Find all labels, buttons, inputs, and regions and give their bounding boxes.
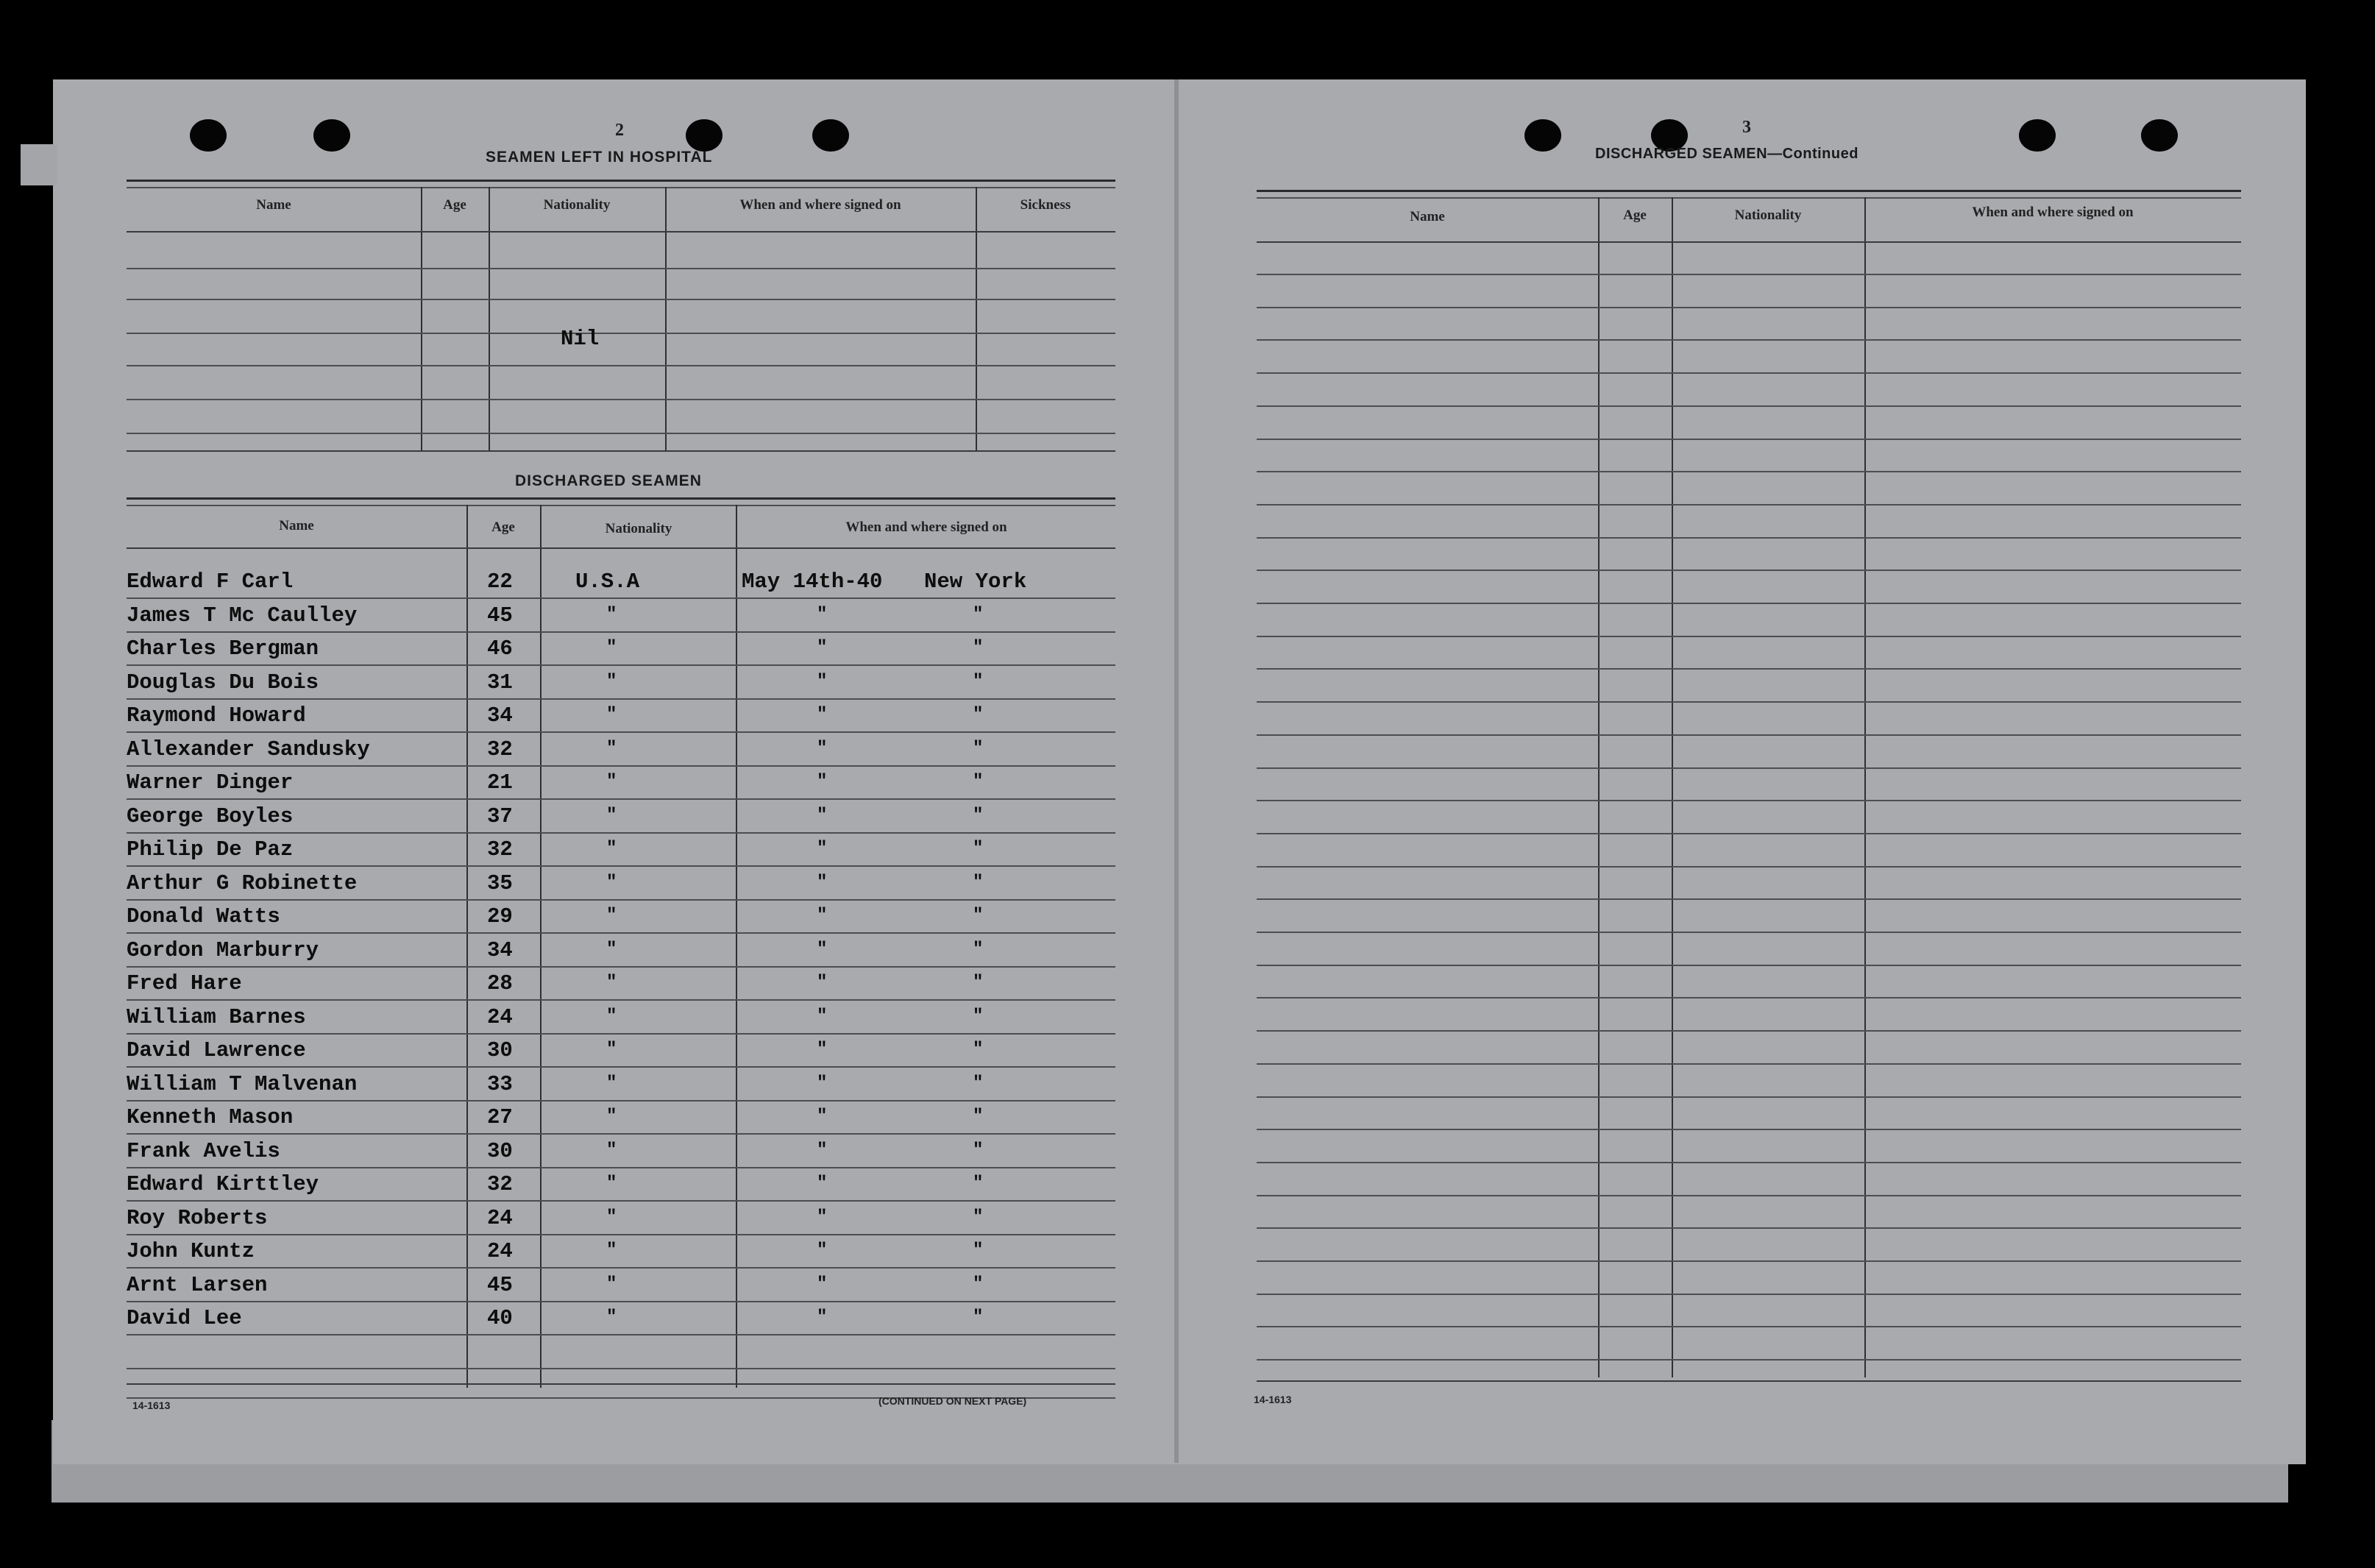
discharged-col-signed-on: When and where signed on [845, 519, 1007, 535]
table-row-rule [1257, 1063, 2241, 1065]
date-ditto: " [817, 973, 828, 993]
date-ditto: " [817, 906, 828, 926]
place-ditto: " [973, 906, 984, 926]
table-row-rule [127, 865, 1115, 867]
nationality-ditto: " [606, 1308, 617, 1327]
table-row-rule [1257, 898, 2241, 900]
nationality-ditto: " [606, 1274, 617, 1294]
nationality-ditto: " [606, 939, 617, 959]
place-ditto: " [973, 705, 984, 725]
table-row-rule [127, 1368, 1115, 1369]
date-ditto: " [817, 939, 828, 959]
nationality-ditto: " [606, 1006, 617, 1026]
punch-hole [190, 119, 227, 152]
table-row-rule [127, 798, 1115, 800]
nationality-ditto: " [606, 604, 617, 625]
seaman-signed-date: May 14th-40 [742, 570, 883, 594]
seaman-age: 27 [487, 1105, 513, 1129]
table-row-rule [127, 999, 1115, 1001]
place-ditto: " [973, 638, 984, 658]
table-row-rule [1257, 1260, 2241, 1262]
date-ditto: " [817, 839, 828, 859]
place-ditto: " [973, 939, 984, 959]
table-row-rule [1257, 1359, 2241, 1361]
table-row-rule [1257, 1227, 2241, 1229]
seaman-age: 45 [487, 603, 513, 628]
punch-hole [2141, 119, 2178, 152]
place-ditto: " [973, 1274, 984, 1294]
place-ditto: " [973, 805, 984, 826]
seaman-nationality: U.S.A [575, 570, 640, 594]
date-ditto: " [817, 671, 828, 692]
seaman-name: Fred Hare [127, 971, 242, 996]
form-number-left: 14-1613 [132, 1400, 171, 1411]
punch-hole [2019, 119, 2056, 152]
table-row-rule [1257, 997, 2241, 998]
place-ditto: " [973, 1040, 984, 1060]
table-row-rule [1257, 1195, 2241, 1196]
seaman-name: Roy Roberts [127, 1205, 268, 1230]
seaman-name: Raymond Howard [127, 703, 306, 728]
seaman-name: Edward F Carl [127, 570, 294, 594]
table-row-rule [127, 1334, 1115, 1335]
date-ditto: " [817, 738, 828, 759]
place-ditto: " [973, 772, 984, 792]
table-row-rule [127, 832, 1115, 834]
place-ditto: " [973, 1241, 984, 1260]
table-row-rule [127, 1234, 1115, 1235]
seaman-name: David Lawrence [127, 1038, 306, 1063]
date-ditto: " [817, 638, 828, 658]
place-ditto: " [973, 738, 984, 759]
table-row-rule [1257, 767, 2241, 769]
nationality-ditto: " [606, 839, 617, 859]
seaman-age: 22 [487, 570, 513, 594]
table-row-rule [127, 966, 1115, 968]
date-ditto: " [817, 1006, 828, 1026]
seaman-age: 33 [487, 1071, 513, 1096]
seaman-age: 45 [487, 1272, 513, 1297]
paper-tab [21, 144, 57, 185]
discharged-col-age: Age [491, 519, 515, 535]
date-ditto: " [817, 1274, 828, 1294]
table-row-rule [1257, 274, 2241, 275]
table-row-rule [127, 631, 1115, 633]
date-ditto: " [817, 1207, 828, 1227]
date-ditto: " [817, 1040, 828, 1060]
table-row-rule [127, 664, 1115, 666]
seaman-name: Arnt Larsen [127, 1272, 268, 1297]
punch-hole [1524, 119, 1561, 152]
nationality-ditto: " [606, 705, 617, 725]
table-row-rule [127, 731, 1115, 733]
seaman-name: Donald Watts [127, 904, 280, 929]
seaman-name: Edward Kirttley [127, 1172, 319, 1196]
discharged-col-nationality: Nationality [605, 521, 672, 536]
table-row-rule [1257, 471, 2241, 472]
seaman-age: 40 [487, 1306, 513, 1330]
nationality-ditto: " [606, 1174, 617, 1193]
seaman-name: George Boyles [127, 803, 294, 829]
page-number-left: 2 [615, 121, 624, 140]
document-sheet [53, 79, 2306, 1464]
table-row-rule [1257, 866, 2241, 868]
seaman-age: 32 [487, 1172, 513, 1196]
table-row-rule [127, 1033, 1115, 1035]
place-ditto: " [973, 1174, 984, 1193]
table-row-rule [127, 1133, 1115, 1135]
seaman-signed-place: New York [924, 570, 1027, 594]
seaman-age: 24 [487, 1239, 513, 1263]
nationality-ditto: " [606, 1073, 617, 1093]
continued-col-signed-on: When and where signed on [1972, 205, 2134, 220]
table-row-rule [1257, 372, 2241, 374]
hospital-col-age: Age [443, 197, 466, 213]
table-row-rule [1257, 965, 2241, 966]
nationality-ditto: " [606, 1241, 617, 1260]
date-ditto: " [817, 705, 828, 725]
nationality-ditto: " [606, 1107, 617, 1127]
date-ditto: " [817, 604, 828, 625]
table-row-rule [127, 899, 1115, 901]
table-row-rule [1257, 1326, 2241, 1327]
nationality-ditto: " [606, 638, 617, 658]
place-ditto: " [973, 671, 984, 692]
date-ditto: " [817, 805, 828, 826]
continued-section-title: DISCHARGED SEAMEN—Continued [1595, 146, 1859, 162]
place-ditto: " [973, 1207, 984, 1227]
table-row-rule [127, 1066, 1115, 1068]
continued-col-nationality: Nationality [1734, 207, 1802, 223]
table-row-rule [127, 1200, 1115, 1202]
seaman-age: 30 [487, 1038, 513, 1063]
table-row-rule [1257, 405, 2241, 407]
seaman-age: 24 [487, 1004, 513, 1029]
date-ditto: " [817, 1107, 828, 1127]
place-ditto: " [973, 604, 984, 625]
table-row-rule [127, 698, 1115, 700]
page-number-right: 3 [1742, 118, 1751, 137]
table-row-rule [1257, 504, 2241, 505]
seaman-age: 34 [487, 703, 513, 728]
punch-hole [812, 119, 849, 152]
table-row-rule [1257, 307, 2241, 308]
seaman-name: David Lee [127, 1306, 242, 1330]
place-ditto: " [973, 1140, 984, 1160]
seaman-age: 34 [487, 937, 513, 962]
table-row-rule [127, 765, 1115, 767]
hospital-col-signed-on: When and where signed on [739, 197, 901, 213]
table-row-rule [1257, 636, 2241, 637]
nationality-ditto: " [606, 805, 617, 826]
seaman-name: Kenneth Mason [127, 1105, 294, 1129]
table-row-rule [127, 1267, 1115, 1269]
seaman-age: 32 [487, 837, 513, 862]
seaman-name: John Kuntz [127, 1239, 255, 1263]
table-row-rule [1257, 1030, 2241, 1032]
date-ditto: " [817, 1241, 828, 1260]
date-ditto: " [817, 1073, 828, 1093]
nationality-ditto: " [606, 973, 617, 993]
seaman-name: Gordon Marburry [127, 937, 319, 962]
date-ditto: " [817, 1174, 828, 1193]
seaman-name: James T Mc Caulley [127, 603, 358, 628]
table-row-rule [1257, 734, 2241, 736]
seaman-name: Frank Avelis [127, 1138, 280, 1163]
table-row-rule [1257, 1096, 2241, 1098]
seaman-name: Warner Dinger [127, 770, 294, 795]
seaman-name: Douglas Du Bois [127, 670, 319, 695]
date-ditto: " [817, 1308, 828, 1327]
date-ditto: " [817, 872, 828, 893]
seaman-age: 29 [487, 904, 513, 929]
table-row-rule [127, 932, 1115, 934]
nationality-ditto: " [606, 906, 617, 926]
date-ditto: " [817, 772, 828, 792]
table-row-rule [127, 1167, 1115, 1168]
punch-hole [313, 119, 350, 152]
nationality-ditto: " [606, 772, 617, 792]
seaman-name: William T Malvenan [127, 1071, 358, 1096]
table-row-rule [127, 597, 1115, 599]
table-row-rule [1257, 932, 2241, 933]
table-row-rule [1257, 537, 2241, 539]
nationality-ditto: " [606, 738, 617, 759]
nationality-ditto: " [606, 1040, 617, 1060]
table-row-rule [1257, 1294, 2241, 1295]
discharged-section-title: DISCHARGED SEAMEN [515, 472, 702, 489]
seaman-age: 35 [487, 870, 513, 895]
page-fold [1174, 79, 1179, 1463]
seaman-name: Charles Bergman [127, 636, 319, 661]
seaman-age: 37 [487, 803, 513, 829]
seaman-age: 28 [487, 971, 513, 996]
seaman-name: Arthur G Robinette [127, 870, 358, 895]
table-row-rule [1257, 800, 2241, 801]
continued-col-age: Age [1623, 207, 1647, 223]
nationality-ditto: " [606, 872, 617, 893]
hospital-col-name: Name [256, 197, 291, 213]
seaman-age: 24 [487, 1205, 513, 1230]
place-ditto: " [973, 1107, 984, 1127]
table-row-rule [1257, 570, 2241, 571]
discharged-col-name: Name [279, 518, 314, 533]
table-row-rule [1257, 1129, 2241, 1130]
punch-hole [686, 119, 723, 152]
seaman-name: William Barnes [127, 1004, 306, 1029]
hospital-section-title: SEAMEN LEFT IN HOSPITAL [486, 149, 713, 166]
table-row-rule [127, 1100, 1115, 1101]
seaman-age: 46 [487, 636, 513, 661]
place-ditto: " [973, 839, 984, 859]
table-row-rule [1257, 339, 2241, 341]
nationality-ditto: " [606, 1140, 617, 1160]
nationality-ditto: " [606, 1207, 617, 1227]
table-row-rule [1257, 1162, 2241, 1163]
hospital-nil-entry: Nil [561, 327, 600, 351]
table-row-rule [1257, 833, 2241, 834]
table-row-rule [1257, 668, 2241, 670]
nationality-ditto: " [606, 671, 617, 692]
place-ditto: " [973, 1308, 984, 1327]
form-number-right: 14-1613 [1254, 1394, 1292, 1405]
continued-col-name: Name [1410, 209, 1445, 224]
hospital-col-nationality: Nationality [543, 197, 611, 213]
seaman-age: 32 [487, 737, 513, 762]
date-ditto: " [817, 1140, 828, 1160]
seaman-name: Allexander Sandusky [127, 737, 370, 762]
place-ditto: " [973, 1006, 984, 1026]
seaman-age: 30 [487, 1138, 513, 1163]
continued-note: (CONTINUED ON NEXT PAGE) [878, 1395, 1027, 1407]
table-row-rule [1257, 439, 2241, 440]
table-row-rule [127, 1301, 1115, 1302]
seaman-age: 31 [487, 670, 513, 695]
seaman-name: Philip De Paz [127, 837, 294, 862]
place-ditto: " [973, 872, 984, 893]
table-row-rule [1257, 603, 2241, 604]
seaman-age: 21 [487, 770, 513, 795]
hospital-col-sickness: Sickness [1020, 197, 1071, 213]
place-ditto: " [973, 1073, 984, 1093]
table-row-rule [1257, 701, 2241, 703]
place-ditto: " [973, 973, 984, 993]
